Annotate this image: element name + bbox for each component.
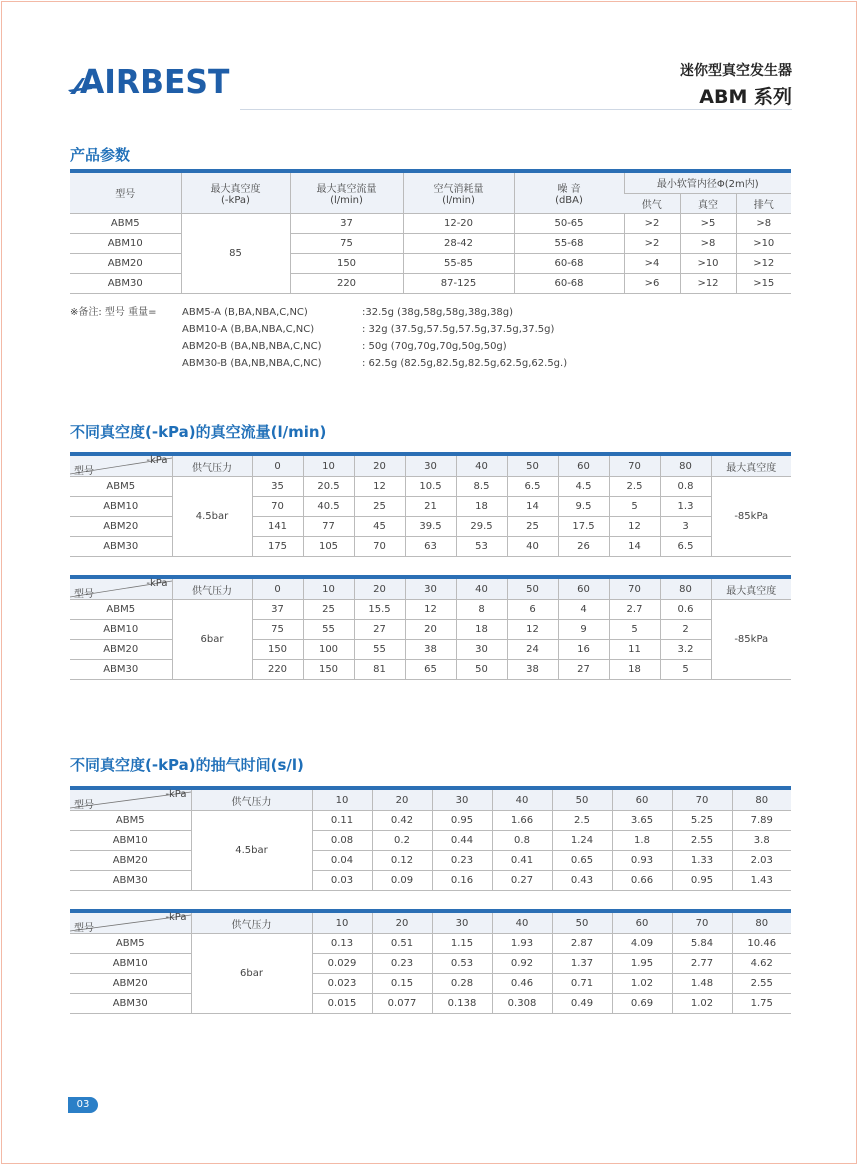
cell-value: 18 xyxy=(456,620,507,640)
cell-value: 38 xyxy=(507,660,558,680)
col-header-vacuum: 真空 xyxy=(680,193,736,213)
col-header-kpa: 10 xyxy=(303,456,354,477)
cell-value: 0.13 xyxy=(312,934,372,954)
cell-value: 3.8 xyxy=(732,831,791,851)
cell-value: 39.5 xyxy=(405,517,456,537)
cell-exhaust: >10 xyxy=(736,233,791,253)
cell-value: 12 xyxy=(609,517,660,537)
cell-value: 220 xyxy=(252,660,303,680)
cell-value: 0.16 xyxy=(432,871,492,891)
cell-value: 0.69 xyxy=(612,994,672,1014)
col-header-supply: 供气压力 xyxy=(191,913,312,934)
cell-value: 1.93 xyxy=(492,934,552,954)
table-row xyxy=(70,213,791,233)
cell-value: 1.24 xyxy=(552,831,612,851)
cell-value: 70 xyxy=(354,537,405,557)
table-row xyxy=(70,233,791,253)
col-header-kpa: 10 xyxy=(303,579,354,600)
cell-vacuum: >12 xyxy=(680,273,736,293)
cell-noise: 50-65 xyxy=(514,213,624,233)
flow-table xyxy=(70,452,791,557)
cell-model: ABM5 xyxy=(70,811,191,831)
col-header-kpa: 30 xyxy=(405,579,456,600)
cell-value: 0.23 xyxy=(372,954,432,974)
cell-value: 6 xyxy=(507,600,558,620)
col-header-kpa: 60 xyxy=(558,456,609,477)
note-model: ABM10-A (B,BA,NBA,C,NC) xyxy=(182,324,315,335)
col-header-kpa: 80 xyxy=(660,456,711,477)
corner-right-label: -kPa xyxy=(146,455,168,466)
cell-value: 0.41 xyxy=(492,851,552,871)
col-header-kpa: 40 xyxy=(492,790,552,811)
cell-value: 37 xyxy=(252,600,303,620)
cell-model: ABM30 xyxy=(70,994,191,1014)
cell-value: 0.43 xyxy=(552,871,612,891)
cell-value: 2.03 xyxy=(732,851,791,871)
cell-model: ABM30 xyxy=(70,660,172,680)
corner-right-label: -kPa xyxy=(165,789,187,800)
cell-value: 0.6 xyxy=(660,600,711,620)
cell-value: 55 xyxy=(354,640,405,660)
cell-value: 0.93 xyxy=(612,851,672,871)
cell-value: 0.95 xyxy=(672,871,732,891)
cell-value: 0.28 xyxy=(432,974,492,994)
cell-model: ABM5 xyxy=(70,213,181,233)
cell-value: 25 xyxy=(303,600,354,620)
col-header-supply: 供气压力 xyxy=(172,579,252,600)
cell-pressure: 4.5bar xyxy=(172,477,252,557)
cell-value: 1.37 xyxy=(552,954,612,974)
cell-exhaust: >12 xyxy=(736,253,791,273)
cell-value: 1.43 xyxy=(732,871,791,891)
cell-value: 0.8 xyxy=(660,477,711,497)
cell-value: 0.53 xyxy=(432,954,492,974)
cell-value: 75 xyxy=(252,620,303,640)
cell-value: 0.42 xyxy=(372,811,432,831)
cell-model: ABM30 xyxy=(70,871,191,891)
product-subtitle: 迷你型真空发生器 xyxy=(680,63,792,79)
cell-value: 26 xyxy=(558,537,609,557)
flow-table xyxy=(70,575,791,680)
cell-value: 0.65 xyxy=(552,851,612,871)
cell-value: 0.029 xyxy=(312,954,372,974)
cell-value: 3.65 xyxy=(612,811,672,831)
col-header-kpa: 50 xyxy=(507,579,558,600)
cell-value: 53 xyxy=(456,537,507,557)
cell-max-vac: -85kPa xyxy=(711,477,791,557)
cell-value: 4.09 xyxy=(612,934,672,954)
corner-right-label: -kPa xyxy=(146,578,168,589)
col-header-kpa: 40 xyxy=(492,913,552,934)
cell-value: 0.15 xyxy=(372,974,432,994)
flow-section-title: 不同真空度(-kPa)的真空流量(l/min) xyxy=(70,423,327,441)
corner-left-label: 型号 xyxy=(74,800,94,811)
cell-value: 4.5 xyxy=(558,477,609,497)
cell-pressure: 6bar xyxy=(172,600,252,680)
cell-value: 20 xyxy=(405,620,456,640)
cell-value: 70 xyxy=(252,497,303,517)
col-header-supply: 供气压力 xyxy=(191,790,312,811)
note-model: ABM20-B (BA,NB,NBA,C,NC) xyxy=(182,341,322,352)
col-header-model: 型号 xyxy=(70,173,181,213)
cell-value: 11 xyxy=(609,640,660,660)
cell-model: ABM30 xyxy=(70,273,181,293)
cell-value: 0.138 xyxy=(432,994,492,1014)
cell-value: 150 xyxy=(252,640,303,660)
corner-right-label: -kPa xyxy=(165,912,187,923)
cell-value: 141 xyxy=(252,517,303,537)
table-row xyxy=(70,831,791,851)
cell-value: 2.5 xyxy=(609,477,660,497)
cell-exhaust: >8 xyxy=(736,213,791,233)
table-row xyxy=(70,871,791,891)
cell-value: 25 xyxy=(507,517,558,537)
cell-value: 12 xyxy=(507,620,558,640)
cell-value: 0.8 xyxy=(492,831,552,851)
col-header-kpa: 20 xyxy=(354,579,405,600)
note-model: ABM30-B (BA,NB,NBA,C,NC) xyxy=(182,358,322,369)
evac-section-title: 不同真空度(-kPa)的抽气时间(s/l) xyxy=(70,756,304,774)
cell-model: ABM10 xyxy=(70,831,191,851)
cell-value: 0.46 xyxy=(492,974,552,994)
cell-value: 150 xyxy=(303,660,354,680)
col-header-kpa: 20 xyxy=(354,456,405,477)
cell-value: 1.02 xyxy=(672,994,732,1014)
cell-flow: 75 xyxy=(290,233,403,253)
col-header-hose: 最小软管内径Φ(2m内) xyxy=(624,173,791,193)
table-row xyxy=(70,934,791,954)
cell-value: 4 xyxy=(558,600,609,620)
col-header-supply: 供气压力 xyxy=(172,456,252,477)
cell-value: 50 xyxy=(456,660,507,680)
cell-value: 2.77 xyxy=(672,954,732,974)
col-header-kpa: 50 xyxy=(552,913,612,934)
table-row xyxy=(70,811,791,831)
cell-value: 9.5 xyxy=(558,497,609,517)
cell-model: ABM5 xyxy=(70,600,172,620)
cell-value: 14 xyxy=(507,497,558,517)
cell-value: 20.5 xyxy=(303,477,354,497)
cell-value: 5 xyxy=(660,660,711,680)
cell-vacuum: >8 xyxy=(680,233,736,253)
note-model: ABM5-A (B,BA,NBA,C,NC) xyxy=(182,307,308,318)
cell-value: 15.5 xyxy=(354,600,405,620)
cell-value: 1.95 xyxy=(612,954,672,974)
cell-value: 1.15 xyxy=(432,934,492,954)
col-header-supply: 供气 xyxy=(624,193,680,213)
cell-value: 0.66 xyxy=(612,871,672,891)
cell-value: 0.023 xyxy=(312,974,372,994)
cell-supply: >2 xyxy=(624,233,680,253)
cell-value: 16 xyxy=(558,640,609,660)
note-weight: : 50g (70g,70g,70g,50g,50g) xyxy=(362,341,507,352)
col-header-kpa: 30 xyxy=(432,913,492,934)
cell-value: 5 xyxy=(609,620,660,640)
cell-value: 77 xyxy=(303,517,354,537)
cell-value: 63 xyxy=(405,537,456,557)
col-header-max-vac: 最大真空度 xyxy=(711,456,791,477)
col-header-kpa: 70 xyxy=(672,913,732,934)
col-header-kpa: 80 xyxy=(732,790,791,811)
col-header-kpa: 10 xyxy=(312,790,372,811)
col-header-kpa: 10 xyxy=(312,913,372,934)
cell-air: 28-42 xyxy=(403,233,514,253)
corner-header xyxy=(70,579,172,600)
cell-value: 0.08 xyxy=(312,831,372,851)
cell-value: 27 xyxy=(354,620,405,640)
cell-value: 0.077 xyxy=(372,994,432,1014)
table-row xyxy=(70,954,791,974)
cell-value: 0.92 xyxy=(492,954,552,974)
cell-value: 9 xyxy=(558,620,609,640)
cell-value: 1.8 xyxy=(612,831,672,851)
col-header-max-vac: 最大真空度 (-kPa) xyxy=(181,173,290,213)
col-header-kpa: 70 xyxy=(609,456,660,477)
cell-model: ABM20 xyxy=(70,517,172,537)
cell-value: 18 xyxy=(609,660,660,680)
col-header-kpa: 70 xyxy=(672,790,732,811)
col-header-kpa: 70 xyxy=(609,579,660,600)
col-header-kpa: 80 xyxy=(660,579,711,600)
col-header-max-vac: 最大真空度 xyxy=(711,579,791,600)
table-row xyxy=(70,600,791,620)
cell-value: 105 xyxy=(303,537,354,557)
cell-value: 24 xyxy=(507,640,558,660)
cell-model: ABM20 xyxy=(70,640,172,660)
col-header-kpa: 60 xyxy=(612,790,672,811)
col-header-kpa: 40 xyxy=(456,579,507,600)
table-row xyxy=(70,994,791,1014)
cell-value: 2.5 xyxy=(552,811,612,831)
col-header-kpa: 0 xyxy=(252,456,303,477)
cell-value: 2.55 xyxy=(672,831,732,851)
col-header-kpa: 20 xyxy=(372,913,432,934)
cell-value: 21 xyxy=(405,497,456,517)
col-header-kpa: 30 xyxy=(405,456,456,477)
cell-value: 35 xyxy=(252,477,303,497)
cell-flow: 37 xyxy=(290,213,403,233)
cell-value: 0.27 xyxy=(492,871,552,891)
cell-noise: 60-68 xyxy=(514,273,624,293)
cell-model: ABM10 xyxy=(70,497,172,517)
cell-model: ABM5 xyxy=(70,934,191,954)
cell-value: 12 xyxy=(405,600,456,620)
note-prefix: ※备注: 型号 重量= xyxy=(70,307,157,318)
cell-value: 30 xyxy=(456,640,507,660)
note-weight: :32.5g (38g,58g,58g,38g,38g) xyxy=(362,307,514,318)
table-row xyxy=(70,974,791,994)
col-header-max-flow: 最大真空流量 (l/min) xyxy=(290,173,403,213)
col-header-kpa: 80 xyxy=(732,913,791,934)
cell-value: 4.62 xyxy=(732,954,791,974)
corner-header xyxy=(70,790,191,811)
cell-value: 27 xyxy=(558,660,609,680)
cell-value: 0.12 xyxy=(372,851,432,871)
cell-max-vac: -85kPa xyxy=(711,600,791,680)
cell-value: 5 xyxy=(609,497,660,517)
cell-value: 3 xyxy=(660,517,711,537)
evac-table xyxy=(70,909,791,1014)
cell-value: 100 xyxy=(303,640,354,660)
cell-model: ABM10 xyxy=(70,620,172,640)
cell-model: ABM30 xyxy=(70,537,172,557)
cell-value: 0.015 xyxy=(312,994,372,1014)
cell-value: 65 xyxy=(405,660,456,680)
cell-value: 8.5 xyxy=(456,477,507,497)
page-number: 03 xyxy=(68,1097,98,1113)
cell-value: 1.75 xyxy=(732,994,791,1014)
cell-max-vac: 85 xyxy=(181,213,290,293)
corner-left-label: 型号 xyxy=(74,589,94,600)
note-weight: : 32g (37.5g,57.5g,57.5g,37.5g,37.5g) xyxy=(362,324,555,335)
cell-value: 0.23 xyxy=(432,851,492,871)
cell-model: ABM10 xyxy=(70,233,181,253)
note-weight: : 62.5g (82.5g,82.5g,82.5g,62.5g,62.5g.) xyxy=(362,358,568,369)
product-series: ABM 系列 xyxy=(699,86,792,108)
cell-value: 17.5 xyxy=(558,517,609,537)
table-row xyxy=(70,851,791,871)
evac-table xyxy=(70,786,791,891)
cell-value: 38 xyxy=(405,640,456,660)
cell-value: 3.2 xyxy=(660,640,711,660)
brand-logo: AIRBEST xyxy=(80,62,230,101)
cell-supply: >6 xyxy=(624,273,680,293)
cell-flow: 220 xyxy=(290,273,403,293)
cell-value: 0.95 xyxy=(432,811,492,831)
cell-value: 0.03 xyxy=(312,871,372,891)
col-header-kpa: 20 xyxy=(372,790,432,811)
col-header-exhaust: 排气 xyxy=(736,193,791,213)
cell-value: 0.2 xyxy=(372,831,432,851)
cell-noise: 55-68 xyxy=(514,233,624,253)
cell-value: 0.44 xyxy=(432,831,492,851)
cell-value: 2.7 xyxy=(609,600,660,620)
table-row xyxy=(70,477,791,497)
cell-value: 0.51 xyxy=(372,934,432,954)
cell-value: 81 xyxy=(354,660,405,680)
corner-header xyxy=(70,913,191,934)
cell-value: 8 xyxy=(456,600,507,620)
cell-pressure: 6bar xyxy=(191,934,312,1014)
cell-value: 1.48 xyxy=(672,974,732,994)
col-header-air-cons: 空气消耗量 (l/min) xyxy=(403,173,514,213)
cell-flow: 150 xyxy=(290,253,403,273)
spec-table xyxy=(70,169,791,294)
cell-value: 2 xyxy=(660,620,711,640)
cell-value: 0.71 xyxy=(552,974,612,994)
cell-noise: 60-68 xyxy=(514,253,624,273)
spec-section-title: 产品参数 xyxy=(70,146,131,164)
table-row xyxy=(70,273,791,293)
col-header-kpa: 60 xyxy=(558,579,609,600)
cell-value: 45 xyxy=(354,517,405,537)
col-header-kpa: 30 xyxy=(432,790,492,811)
table-row xyxy=(70,253,791,273)
cell-vacuum: >10 xyxy=(680,253,736,273)
cell-supply: >2 xyxy=(624,213,680,233)
cell-value: 5.25 xyxy=(672,811,732,831)
col-header-kpa: 50 xyxy=(552,790,612,811)
cell-air: 12-20 xyxy=(403,213,514,233)
cell-model: ABM20 xyxy=(70,974,191,994)
cell-value: 29.5 xyxy=(456,517,507,537)
cell-pressure: 4.5bar xyxy=(191,811,312,891)
cell-value: 10.5 xyxy=(405,477,456,497)
cell-air: 55-85 xyxy=(403,253,514,273)
cell-model: ABM20 xyxy=(70,253,181,273)
cell-value: 12 xyxy=(354,477,405,497)
cell-value: 2.55 xyxy=(732,974,791,994)
cell-value: 18 xyxy=(456,497,507,517)
corner-left-label: 型号 xyxy=(74,923,94,934)
cell-value: 6.5 xyxy=(507,477,558,497)
cell-value: 1.3 xyxy=(660,497,711,517)
corner-header xyxy=(70,456,172,477)
cell-value: 0.308 xyxy=(492,994,552,1014)
cell-value: 5.84 xyxy=(672,934,732,954)
cell-air: 87-125 xyxy=(403,273,514,293)
corner-left-label: 型号 xyxy=(74,466,94,477)
cell-supply: >4 xyxy=(624,253,680,273)
cell-value: 2.87 xyxy=(552,934,612,954)
cell-value: 55 xyxy=(303,620,354,640)
cell-vacuum: >5 xyxy=(680,213,736,233)
cell-exhaust: >15 xyxy=(736,273,791,293)
cell-value: 40 xyxy=(507,537,558,557)
cell-value: 1.02 xyxy=(612,974,672,994)
cell-value: 0.04 xyxy=(312,851,372,871)
cell-model: ABM5 xyxy=(70,477,172,497)
cell-value: 0.49 xyxy=(552,994,612,1014)
col-header-kpa: 0 xyxy=(252,579,303,600)
cell-value: 0.09 xyxy=(372,871,432,891)
header-divider xyxy=(240,109,792,110)
cell-value: 6.5 xyxy=(660,537,711,557)
col-header-kpa: 60 xyxy=(612,913,672,934)
cell-value: 7.89 xyxy=(732,811,791,831)
cell-model: ABM20 xyxy=(70,851,191,871)
cell-value: 1.33 xyxy=(672,851,732,871)
col-header-kpa: 40 xyxy=(456,456,507,477)
col-header-noise: 噪 音 (dBA) xyxy=(514,173,624,213)
cell-value: 0.11 xyxy=(312,811,372,831)
cell-model: ABM10 xyxy=(70,954,191,974)
cell-value: 1.66 xyxy=(492,811,552,831)
col-header-kpa: 50 xyxy=(507,456,558,477)
cell-value: 10.46 xyxy=(732,934,791,954)
cell-value: 25 xyxy=(354,497,405,517)
cell-value: 14 xyxy=(609,537,660,557)
cell-value: 40.5 xyxy=(303,497,354,517)
cell-value: 175 xyxy=(252,537,303,557)
